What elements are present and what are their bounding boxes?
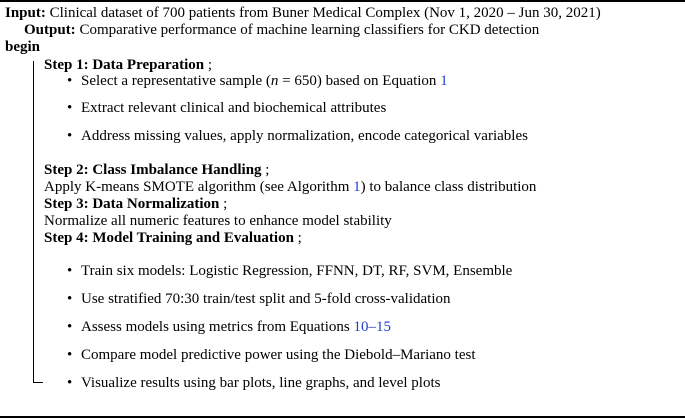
step2-body (44, 178, 536, 196)
step2-body-post: ) to balance class distribution (360, 179, 537, 195)
bullet-variable: n (270, 73, 279, 89)
algorithm-ref-link[interactable]: 1 (353, 179, 361, 195)
bullet-dot-icon: • (67, 291, 73, 307)
step4-title: Step 4: Model Training and Evaluation (44, 230, 294, 246)
begin-block-scope-line (33, 61, 43, 383)
bullet-text-pre: Select a representative sample ( (81, 73, 271, 89)
bullet-text: Address missing values, apply normalization, encode categorical variables (81, 128, 528, 144)
bullet-text: Extract relevant clinical and biochemical attributes (81, 100, 387, 116)
step2-heading (44, 161, 269, 179)
step1-separator: ; (204, 57, 213, 73)
begin-keyword: begin (5, 39, 41, 55)
bullet-text: Use stratified 70:30 train/test split and 5-fold cross-validation (81, 291, 451, 307)
step2-title: Step 2: Class Imbalance Handling (44, 162, 262, 178)
step3-body: Normalize all numeric features to enhance model stability (44, 213, 392, 229)
step4-bullet-2 (67, 290, 451, 308)
input-text: Clinical dataset of 700 patients from Buner Medical Complex (Nov 1, 2020 – Jun 30, 2021) (49, 5, 601, 21)
step3-separator: ; (219, 196, 228, 212)
step2-body-pre: Apply K-means SMOTE algorithm (see Algorithm (44, 179, 354, 195)
step1-bullet-1 (67, 72, 448, 90)
step4-bullet-4 (67, 346, 475, 364)
step4-bullet-5 (67, 374, 440, 392)
bullet-dot-icon: • (67, 347, 73, 363)
step4-separator: ; (293, 230, 302, 246)
bullet-text-post: = 650) based on Equation (278, 73, 441, 89)
bullet-text-pre: Assess models using metrics from Equations (81, 319, 354, 335)
equation-ref-link[interactable]: 1 (440, 73, 448, 89)
output-label: Output: (24, 22, 76, 38)
step1-bullet-3 (67, 127, 528, 145)
step1-title: Step 1: Data Preparation (44, 57, 205, 73)
bullet-dot-icon: • (67, 375, 73, 391)
bullet-text: Visualize results using bar plots, line graphs, and level plots (81, 375, 441, 391)
bullet-dot-icon: • (67, 263, 73, 279)
output-text: Comparative performance of machine learning classifiers for CKD detection (79, 22, 540, 38)
output-line (24, 21, 539, 39)
step4-bullet-3 (67, 318, 391, 336)
step4-heading (44, 229, 302, 247)
step3-title: Step 3: Data Normalization (44, 196, 220, 212)
input-label: Input: (5, 5, 46, 21)
bottom-rule (0, 416, 685, 418)
step2-separator: ; (261, 162, 270, 178)
bullet-text: Train six models: Logistic Regression, FFNN, DT, RF, SVM, Ensemble (81, 263, 513, 279)
bullet-dot-icon: • (67, 319, 73, 335)
input-line (5, 4, 601, 22)
bullet-dot-icon: • (67, 73, 73, 89)
step4-bullet-1 (67, 262, 512, 280)
bullet-text: Compare model predictive power using the Diebold–Mariano test (81, 347, 476, 363)
bullet-dot-icon: • (67, 128, 73, 144)
equations-ref-link[interactable]: 10–15 (353, 319, 391, 335)
bullet-dot-icon: • (67, 100, 73, 116)
step3-heading (44, 195, 227, 213)
top-rule (0, 0, 685, 2)
step1-bullet-2 (67, 99, 386, 117)
